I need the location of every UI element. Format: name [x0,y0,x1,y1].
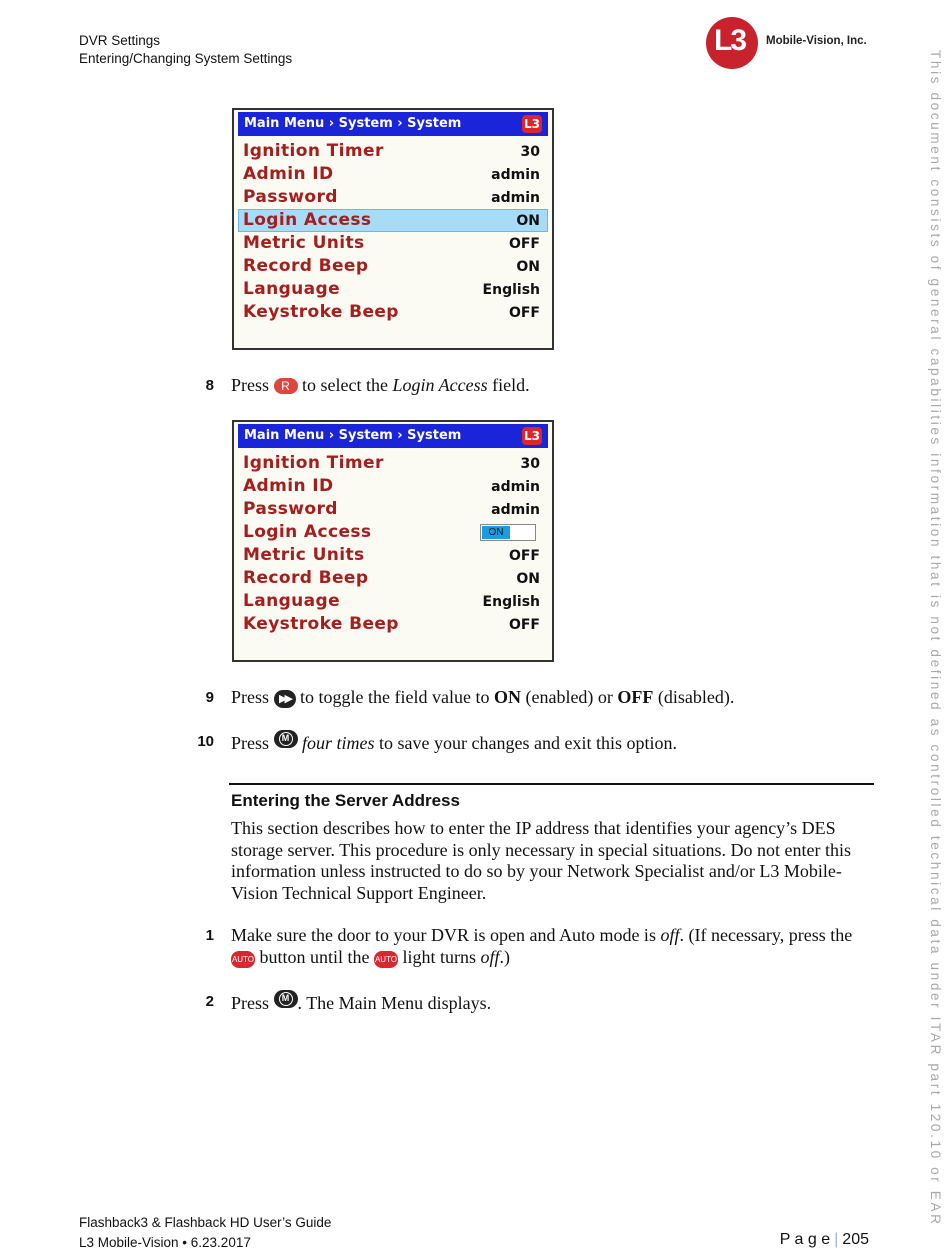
step-number: 10 [197,733,214,750]
row-value: admin [491,502,540,518]
step-number: 2 [205,993,214,1010]
menu-row-record-beep [238,567,548,590]
menu-row-login-access [238,521,548,544]
menu-row-language [238,590,548,613]
row-value: ON [516,259,540,275]
dvr-screen-1 [232,108,554,350]
company-logo [706,17,876,69]
menu-button-letter: M [279,732,293,746]
menu-row-admin-id [238,163,548,186]
row-value: admin [491,479,540,495]
menu-row-login-access-selected [238,209,548,232]
field-name: Login Access [392,375,488,395]
row-label: Login Access [243,210,372,230]
row-value: 30 [520,144,540,160]
row-label: Password [243,187,338,207]
row-label: Keystroke Beep [243,614,399,634]
running-header [79,32,292,68]
step-text: . The Main Menu displays. [297,993,492,1013]
menu-row-admin-id [238,475,548,498]
menu-row-language [238,278,548,301]
row-label: Metric Units [243,233,365,253]
step-8-text [231,374,530,396]
row-value: ON [516,571,540,587]
step-text: (disabled). [653,687,735,707]
row-label: Admin ID [243,164,334,184]
step-text: (enabled) or [520,687,618,707]
menu-row-record-beep [238,255,548,278]
emphasis: off [660,925,680,945]
page-number [780,1231,869,1249]
step-text: Make sure the door to your DVR is open and Auto mode is [231,925,661,945]
step-number: 8 [205,377,214,394]
step-text: . (If necessary, press the [679,925,853,945]
step-text: to save your changes and exit this option. [374,733,677,753]
row-value: ON [516,213,540,229]
emphasis: four times [302,733,375,753]
section-divider [229,783,874,785]
menu-button-icon [274,730,298,748]
row-value: admin [491,190,540,206]
footer-company-date: L3 Mobile-Vision • 6.23.2017 [79,1235,251,1250]
row-value: OFF [508,617,540,633]
row-value: OFF [508,236,540,252]
r-button-icon: R [274,378,298,394]
breadcrumb: Main Menu › System › System [244,428,462,443]
step-number: 9 [205,689,214,706]
row-label: Ignition Timer [243,141,384,161]
menu-row-ignition-timer [238,452,548,475]
toggle-on-value: ON [482,526,510,539]
step-text: to toggle the field value to [295,687,494,707]
step-text: Press [231,375,274,395]
step-number: 1 [205,927,214,944]
logo-text: Mobile-Vision, Inc. [766,35,867,47]
step-text: .) [499,947,511,967]
section-heading: Entering the Server Address [231,791,460,810]
page-number-value: 205 [842,1231,869,1248]
login-access-toggle[interactable] [480,524,536,541]
logo-mark: L3 [714,24,746,57]
row-label: Record Beep [243,568,369,588]
row-value: admin [491,167,540,183]
emphasis: off [480,947,500,967]
menu-row-password [238,186,548,209]
footer-guide-title: Flashback3 & Flashback HD User’s Guide [79,1215,332,1230]
section-paragraph: This section describes how to enter the IP address that identifies your agency’s DES storage server. This procedure is only necessary in special situations. Do not enter this information unless instructed to do so by your Network Specialist and/or L3 Mobile-Vision Technical Support Engineer. [231,818,852,903]
step-text: light turns [398,947,481,967]
row-label: Login Access [243,522,372,542]
row-label: Ignition Timer [243,453,384,473]
row-value: 30 [520,456,540,472]
menu-row-ignition-timer [238,140,548,163]
page-separator: | [834,1231,839,1248]
step-text: button until the [255,947,374,967]
menu-row-keystroke-beep [238,301,548,324]
row-value: OFF [508,548,540,564]
row-label: Language [243,279,341,299]
step-9-text [231,686,734,708]
fast-forward-button-icon: ▶▶ [274,690,296,708]
auto-light-icon: AUTO [374,951,398,968]
dvr-screen-2 [232,420,554,662]
menu-button-letter: M [279,992,293,1006]
row-label: Password [243,499,338,519]
row-value: English [482,594,540,610]
step-text: to select the [297,375,393,395]
value-on: ON [493,687,521,707]
menu-row-password [238,498,548,521]
export-control-notice: This document consists of general capabilities information that is not defined as controlled technical data under ITAR part 120.10 or EAR [928,50,943,1227]
page-label: P a g e [779,1231,831,1248]
header-section: Entering/Changing System Settings [79,51,293,66]
step-10-text [231,730,677,754]
menu-row-metric-units [238,544,548,567]
screen-title-bar [238,112,548,136]
step-text: Press [231,733,274,753]
row-label: Admin ID [243,476,334,496]
step-1-text [231,924,871,968]
row-value: OFF [508,305,540,321]
menu-button-icon [274,990,298,1008]
step-text: Press [231,993,274,1013]
step-text: field. [487,375,530,395]
running-footer [79,1213,331,1253]
menu-row-keystroke-beep [238,613,548,636]
breadcrumb: Main Menu › System › System [244,116,462,131]
value-off: OFF [617,687,654,707]
l3-badge-icon: L3 [524,117,540,131]
header-chapter: DVR Settings [79,33,161,48]
row-label: Metric Units [243,545,365,565]
row-label: Language [243,591,341,611]
row-value: English [482,282,540,298]
row-label: Record Beep [243,256,369,276]
step-text: Press [231,687,274,707]
step-2-text [231,990,491,1014]
screen-title-bar [238,424,548,448]
row-label: Keystroke Beep [243,302,399,322]
menu-row-metric-units [238,232,548,255]
auto-button-icon: AUTO [231,951,255,968]
l3-badge-icon: L3 [524,429,540,443]
